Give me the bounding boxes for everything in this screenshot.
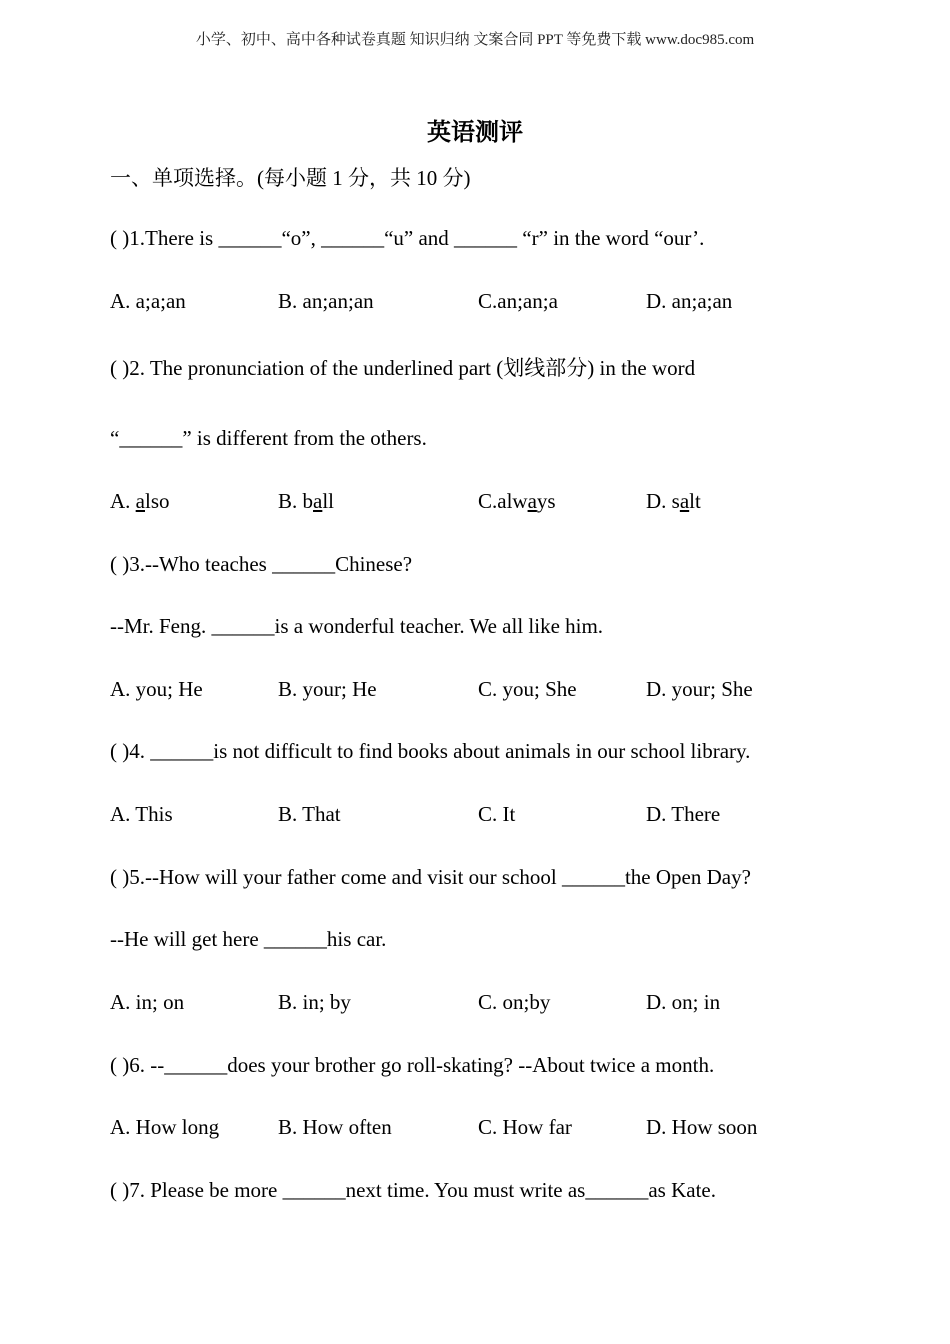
option-b: B. That (278, 802, 341, 826)
option-c: C. It (478, 802, 516, 826)
underlined-letter: a (313, 489, 323, 513)
question-3-stem: ( )3.--Who teaches ______Chinese? (110, 552, 413, 576)
option-a: A. a;a;an (110, 289, 186, 313)
option-b: B. How often (278, 1115, 392, 1139)
option-c: C. on;by (478, 990, 551, 1014)
option-c: C. How far (478, 1115, 572, 1139)
option-b: B. your; He (278, 677, 377, 701)
question-2-stem: ( )2. The pronunciation of the underlined part (划线部分) in the word (110, 356, 696, 380)
option-d: D. your; She (646, 677, 753, 701)
option-a: A. also (110, 489, 170, 513)
question-7-stem: ( )7. Please be more ______next time. You must write as______as Kate. (110, 1178, 716, 1202)
question-5-stem-cont: --He will get here ______his car. (110, 927, 387, 951)
page-title: 英语测评 (427, 120, 523, 146)
underlined-letter: a (679, 489, 690, 513)
section-heading: 一、单项选择。(每小题 1 分，共 10 分) (110, 166, 471, 190)
question-2-stem-cont: “______” is different from the others. (110, 426, 427, 450)
option-a: A. in; on (110, 990, 185, 1014)
question-4-stem: ( )4. ______is not difficult to find books about animals in our school library. (110, 739, 751, 763)
option-d: D. an;a;an (646, 289, 733, 313)
option-c: C.always (478, 489, 556, 513)
option-d: D. There (646, 802, 721, 826)
option-b: B. in; by (278, 990, 351, 1014)
option-d: D. salt (646, 489, 701, 513)
option-b: B. ball (278, 489, 335, 513)
question-3-stem-cont: --Mr. Feng. ______is a wonderful teacher. We all like him. (110, 614, 604, 638)
option-d: D. on; in (646, 990, 721, 1014)
option-a: A. How long (110, 1115, 220, 1139)
option-c: C. you; She (478, 677, 577, 701)
option-d: D. How soon (646, 1115, 758, 1139)
page-header: 小学、初中、高中各种试卷真题 知识归纳 文案合同 PPT 等免费下载 www.doc985.com (195, 32, 755, 48)
question-5-stem: ( )5.--How will your father come and visit our school ______the Open Day? (110, 865, 751, 889)
question-6-stem: ( )6. --______does your brother go roll-skating? --About twice a month. (110, 1053, 715, 1077)
option-b: B. an;an;an (278, 289, 374, 313)
underlined-letter: a (527, 489, 537, 513)
underlined-letter: a (135, 489, 145, 513)
question-1-stem: ( )1.There is ______“o”, ______“u” and ______ “r” in the word “our’. (110, 226, 705, 250)
option-a: A. you; He (110, 677, 203, 701)
option-c: C.an;an;a (478, 289, 558, 313)
option-a: A. This (110, 802, 173, 826)
